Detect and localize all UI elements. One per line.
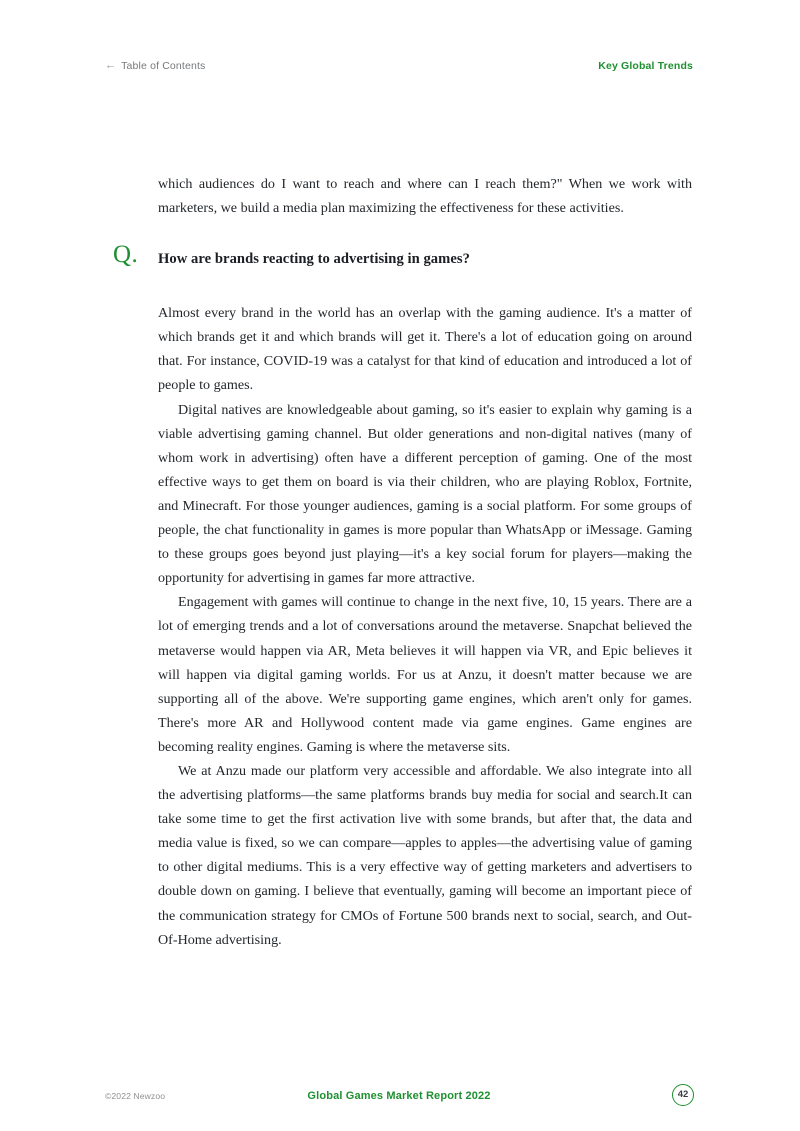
page-header [105,57,693,75]
table-of-contents-link[interactable] [105,61,205,72]
page-number: 42 [677,1089,689,1101]
question-heading: How are brands reacting to advertising in games? [158,251,470,268]
copyright-notice: ©2022 Newzoo [105,1091,166,1101]
section-label: Key Global Trends [598,59,693,72]
table-of-contents-label: Table of Contents [121,59,206,72]
answer-paragraph: Almost every brand in the world has an overlap with the gaming audience. It's a matter of which brands get it and which brands will get it. There's a lot of education going on around that. For instance, COVID-19 was a catalyst for that kind of education and introduced a lot of people to games. [158,305,692,394]
intro-paragraph: which audiences do I want to reach and where can I reach them?" When we work with marketers, we build a media plan maximizing the effectiveness for these activities. [158,176,692,217]
question-block [113,241,692,275]
page-footer [105,1088,693,1110]
answer-paragraph: We at Anzu made our platform very accessible and affordable. We also integrate into all the advertising platforms—the same platforms brands buy media for social and search.It can take some time to get the first activation live with some brands, but after that, the data and media value is fixed, so we can compare—apples to apples—the advertising value of gaming to other digital mediums. This is a very effective way of getting marketers and advertisers to double down on gaming. I believe that eventually, gaming will become an important piece of the communication strategy for CMOs of Fortune 500 brands next to social, search, and Out-Of-Home advertising. [158,762,692,948]
question-marker: Q. [113,241,139,269]
left-arrow-icon: ← [105,59,117,71]
answer-paragraph: Engagement with games will continue to change in the next five, 10, 15 years. There are a lot of emerging trends and a lot of conversations around the metaverse. Snapchat believed the metaverse would happen via AR, Meta believes it will happen via VR, and Epic believes it will happen via digital gaming worlds. For us at Anzu, it doesn't matter because we are supporting all of the above. We're supporting game engines, which aren't only for games. There's more AR and Hollywood content made via game engines. Game engines are becoming reality engines. Gaming is where the metaverse sits. [158,594,692,755]
report-title: Global Games Market Report 2022 [307,1090,491,1102]
answer-paragraph: Digital natives are knowledgeable about gaming, so it's easier to explain why gaming is a viable advertising gaming channel. But older generations and non-digital natives (many of whom work in advertising) often have a different perception of gaming. One of the most effective ways to get them on board is via their children, who are playing Roblox, Fortnite, and Minecraft. For those younger audiences, gaming is a social platform. For some groups of people, the chat functionality in games is more popular than WhatsApp or iMessage. Gaming to these groups goes beyond just playing—it's a key social forum for players—making the opportunity for advertising in games far more attractive. [158,401,692,587]
page-number-badge [672,1084,694,1106]
main-content [113,172,692,952]
